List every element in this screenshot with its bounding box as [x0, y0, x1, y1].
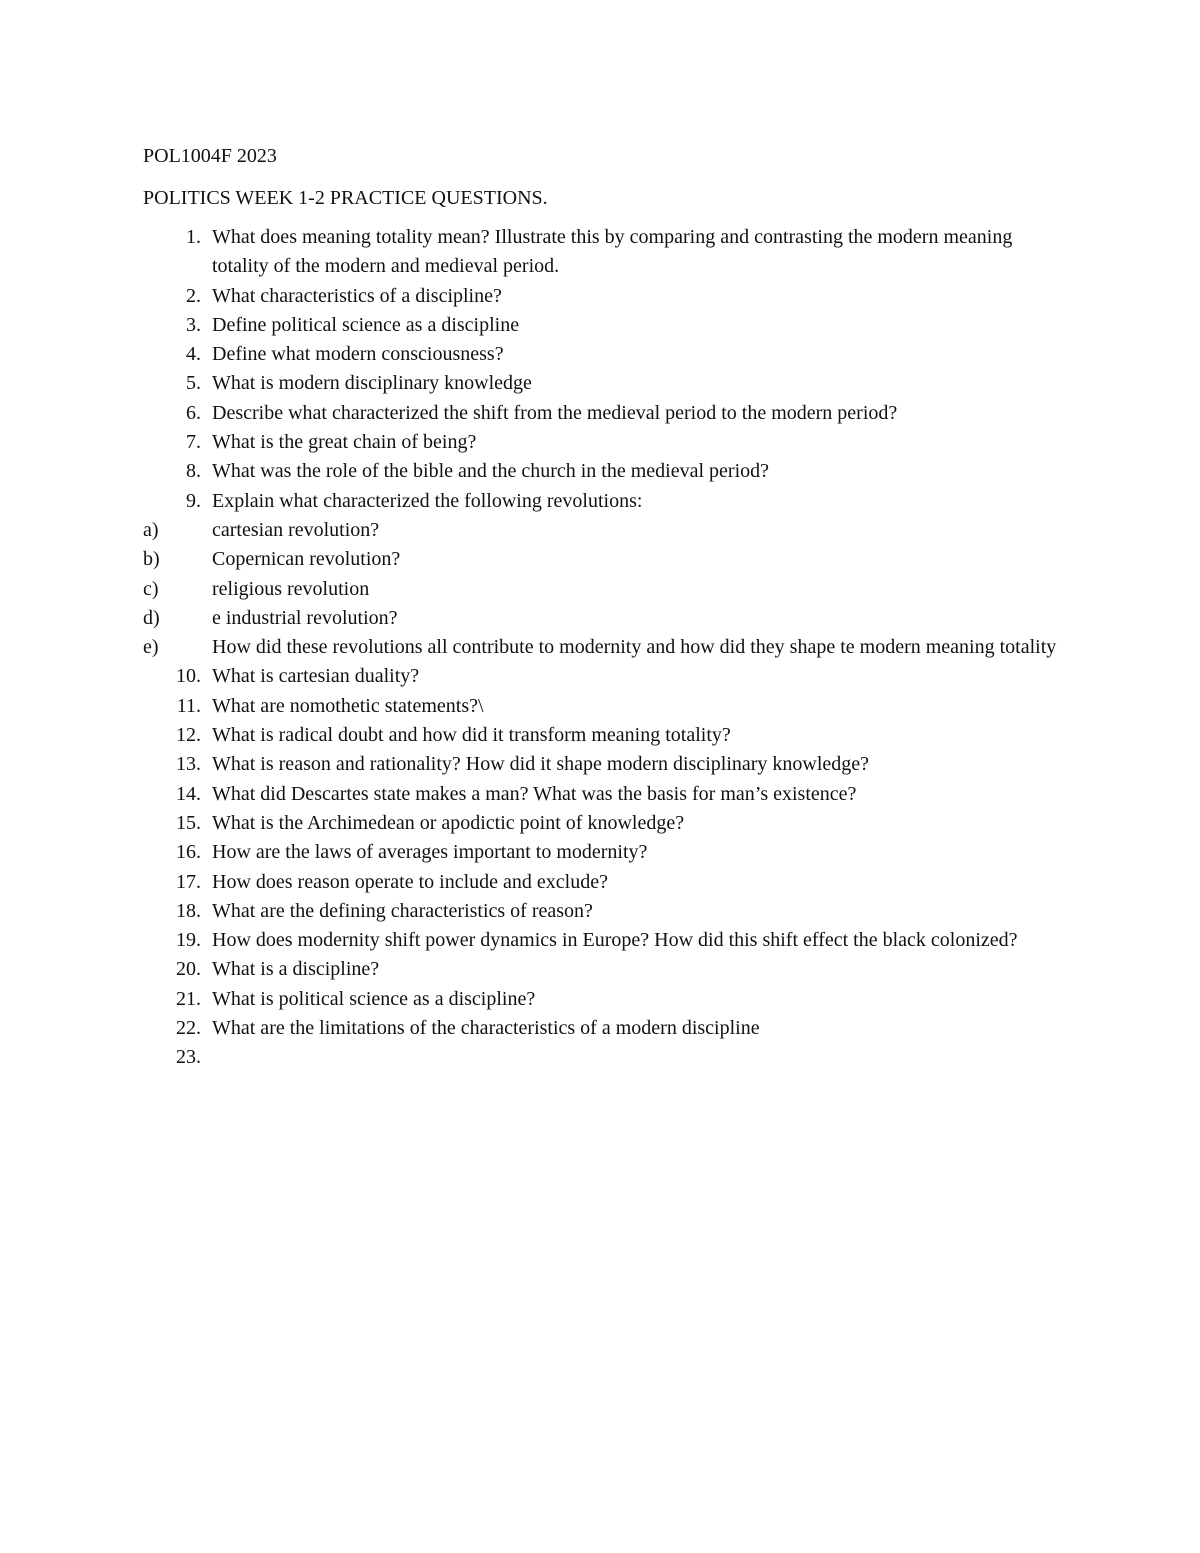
question-number: 8. [186, 460, 201, 483]
question-number: b) [143, 548, 160, 571]
question-item [143, 575, 1073, 604]
question-text: What was the role of the bible and the church in the medieval period? [212, 460, 770, 483]
question-text: What did Descartes state makes a man? What was the basis for man’s existence? [212, 782, 857, 805]
question-item [143, 750, 1073, 779]
question-number: 18. [176, 899, 201, 922]
question-list [143, 223, 1073, 1069]
question-number: 14. [176, 782, 201, 805]
question-number: 15. [176, 811, 201, 834]
question-text: How does modernity shift power dynamics in Europe? How did this shift effect the black colonized? [212, 929, 1018, 952]
question-text: religious revolution [212, 577, 370, 600]
question-item [143, 487, 1073, 516]
question-number: 1. [186, 226, 201, 248]
question-number: d) [143, 606, 160, 629]
question-item [143, 633, 1073, 662]
question-text: What is modern disciplinary knowledge [212, 372, 532, 395]
question-item [143, 985, 1073, 1014]
question-text: Define what modern consciousness? [212, 343, 504, 366]
question-text: Describe what characterized the shift from the medieval period to the modern period? [212, 401, 898, 424]
question-number: 21. [176, 987, 201, 1010]
question-item [143, 340, 1073, 369]
question-number: 7. [186, 431, 201, 454]
question-text: What is cartesian duality? [212, 665, 420, 688]
question-item [143, 604, 1073, 633]
document-title: POLITICS WEEK 1-2 PRACTICE QUESTIONS. [143, 187, 548, 209]
question-item [143, 282, 1073, 311]
question-text: How does reason operate to include and exclude? [212, 870, 608, 893]
question-item [143, 1014, 1073, 1043]
question-number: 2. [186, 284, 201, 307]
question-number: 17. [176, 870, 201, 893]
question-item [143, 369, 1073, 398]
question-number: 20. [176, 958, 201, 981]
question-number: 13. [176, 753, 201, 776]
question-number: 19. [176, 929, 201, 952]
question-number: c) [143, 577, 159, 600]
question-item [143, 868, 1073, 897]
question-item [143, 926, 1073, 955]
question-item [143, 692, 1073, 721]
question-number: a) [143, 518, 159, 541]
question-item [143, 545, 1073, 574]
question-item [143, 311, 1073, 340]
question-number: 9. [186, 489, 201, 512]
question-text: What is the great chain of being? [212, 431, 477, 454]
question-text: What is radical doubt and how did it transform meaning totality? [212, 724, 731, 747]
question-item [143, 809, 1073, 838]
question-number: 5. [186, 372, 201, 395]
question-text: cartesian revolution? [212, 518, 380, 541]
question-item [143, 780, 1073, 809]
question-text: Define political science as a discipline [212, 313, 520, 336]
question-item [143, 428, 1073, 457]
question-text: What are nomothetic statements?\ [212, 694, 484, 717]
question-item [143, 516, 1073, 545]
question-text: What characteristics of a discipline? [212, 284, 502, 307]
question-item [143, 955, 1073, 984]
course-code: POL1004F 2023 [143, 145, 277, 167]
question-text: What does meaning totality mean? Illustrate this by comparing and contrasting the modern meaning totality of the modern and medieval period. [212, 226, 1013, 278]
question-number: 4. [186, 343, 201, 366]
question-item [143, 223, 1073, 282]
question-text: What is political science as a discipline? [212, 987, 536, 1010]
question-number: 23. [176, 1046, 201, 1069]
document-body [143, 142, 1073, 1069]
question-text: How are the laws of averages important to modernity? [212, 841, 648, 864]
question-number: 22. [176, 1017, 201, 1040]
question-number: e) [143, 636, 159, 659]
question-number: 16. [176, 841, 201, 864]
question-item [143, 399, 1073, 428]
question-text: Explain what characterized the following revolutions: [212, 489, 643, 512]
question-text: What is reason and rationality? How did it shape modern disciplinary knowledge? [212, 753, 870, 776]
question-text: What is a discipline? [212, 958, 380, 981]
question-text: What are the defining characteristics of reason? [212, 899, 593, 922]
question-item [143, 721, 1073, 750]
question-item [143, 457, 1073, 486]
question-item [143, 662, 1073, 691]
question-item [143, 838, 1073, 867]
question-text: How did these revolutions all contribute to modernity and how did they shape te modern meaning totality [212, 636, 1057, 659]
question-text: e industrial revolution? [212, 606, 398, 629]
question-item [143, 897, 1073, 926]
question-text: Copernican revolution? [212, 548, 401, 571]
question-number: 3. [186, 313, 201, 336]
question-number: 12. [176, 724, 201, 747]
question-number: 10. [176, 665, 201, 688]
question-number: 11. [176, 694, 201, 717]
question-text: What is the Archimedean or apodictic point of knowledge? [212, 811, 685, 834]
question-number: 6. [186, 401, 201, 424]
question-text: What are the limitations of the characteristics of a modern discipline [212, 1017, 760, 1040]
